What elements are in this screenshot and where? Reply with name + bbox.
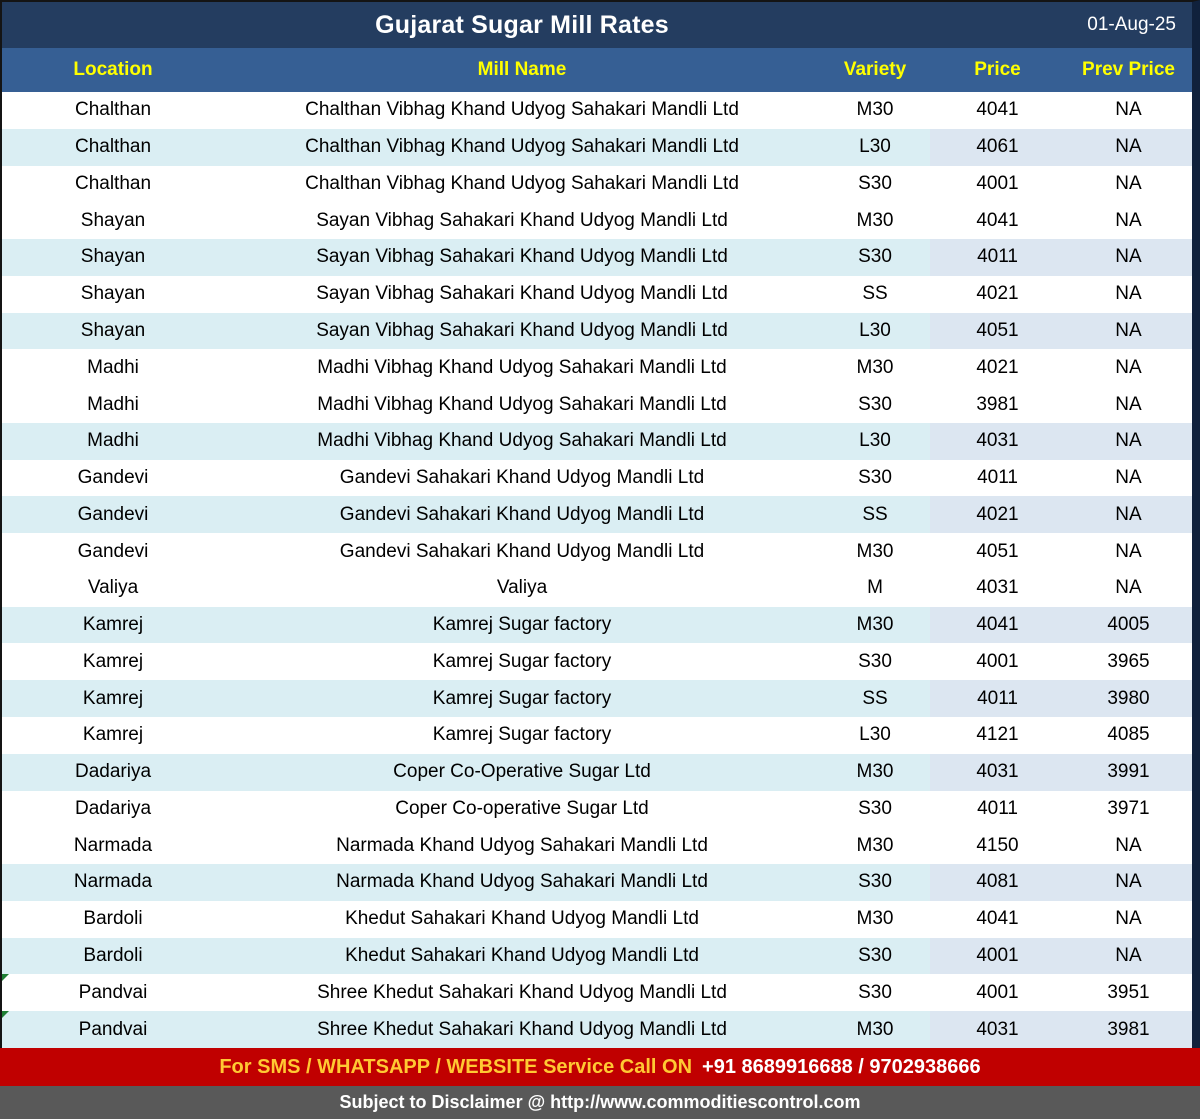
- cell-prev-price: 3971: [1107, 797, 1150, 819]
- table-row: [2, 202, 1192, 239]
- cell-variety: S30: [858, 797, 892, 819]
- table-row: [2, 276, 1192, 313]
- table-row: [2, 827, 1192, 864]
- table-row: [2, 717, 1192, 754]
- cell-mill-name: Madhi Vibhag Khand Udyog Sahakari Mandli Ltd: [317, 356, 727, 378]
- table-row: [2, 496, 1192, 533]
- cell-prev-price: 4085: [1107, 724, 1150, 746]
- cell-mill-name: Sayan Vibhag Sahakari Khand Udyog Mandli Ltd: [316, 209, 728, 231]
- cell-location: Shayan: [80, 209, 146, 231]
- cell-prev-price: NA: [1065, 938, 1192, 975]
- cell-mill-name: Chalthan Vibhag Khand Udyog Sahakari Mandli Ltd: [305, 172, 739, 194]
- cell-price: 4001: [976, 172, 1019, 194]
- cell-location: Shayan: [2, 313, 224, 350]
- cell-variety: M: [867, 577, 883, 599]
- cell-mill-name: Sayan Vibhag Sahakari Khand Udyog Mandli Ltd: [224, 239, 820, 276]
- cell-location: Dadariya: [2, 754, 224, 791]
- cell-location: Kamrej: [2, 607, 224, 644]
- table-row: [2, 864, 1192, 901]
- cell-location: Narmada: [2, 864, 224, 901]
- cell-price: 4031: [930, 1011, 1065, 1048]
- cell-price: 3981: [976, 393, 1019, 415]
- cell-variety: SS: [820, 680, 930, 717]
- cell-price: 4011: [930, 239, 1065, 276]
- cell-mill-name: Shree Khedut Sahakari Khand Udyog Mandli Ltd: [224, 1011, 820, 1048]
- cell-location: Chalthan: [74, 99, 152, 121]
- cell-price: 4011: [977, 797, 1018, 819]
- cell-prev-price: NA: [1065, 496, 1192, 533]
- cell-price: 4031: [930, 754, 1065, 791]
- cell-mill-name: Sayan Vibhag Sahakari Khand Udyog Mandli Ltd: [224, 313, 820, 350]
- cell-variety: S30: [858, 981, 892, 1003]
- cell-price: 4001: [976, 981, 1019, 1003]
- cell-prev-price: NA: [1115, 209, 1142, 231]
- sms-service-bar: [0, 1048, 1200, 1086]
- cell-price: 4001: [930, 938, 1065, 975]
- cell-location: Narmada: [73, 834, 153, 856]
- cell-mill-name: Sayan Vibhag Sahakari Khand Udyog Mandli Ltd: [316, 283, 728, 305]
- cell-location: Madhi: [2, 423, 224, 460]
- cell-variety: SS: [862, 283, 888, 305]
- sms-service-numbers: +91 8689916688 / 9702938666: [702, 1055, 981, 1078]
- cell-variety: M30: [856, 356, 894, 378]
- cell-variety: M30: [856, 834, 894, 856]
- cell-location: Kamrej: [2, 680, 224, 717]
- cell-location: Gandevi: [77, 540, 149, 562]
- cell-variety: S30: [820, 864, 930, 901]
- cell-location: Bardoli: [83, 908, 143, 930]
- table-row: [2, 754, 1192, 791]
- cell-mill-name: Kamrej Sugar factory: [224, 680, 820, 717]
- cell-mill-name: Kamrej Sugar factory: [432, 650, 612, 672]
- cell-mill-name: Chalthan Vibhag Khand Udyog Sahakari Mandli Ltd: [305, 99, 739, 121]
- cell-price: 4041: [930, 607, 1065, 644]
- cell-variety: L30: [820, 423, 930, 460]
- table-row: [2, 974, 1192, 1011]
- cell-prev-price: NA: [1115, 467, 1142, 489]
- table-row: [2, 938, 1192, 975]
- cell-location: Chalthan: [74, 172, 152, 194]
- cell-variety: L30: [859, 724, 891, 746]
- title-bar: [2, 2, 1192, 48]
- cell-variety: M30: [856, 209, 894, 231]
- cell-prev-price: 3991: [1065, 754, 1192, 791]
- cell-prev-price: NA: [1065, 129, 1192, 166]
- cell-prev-price: 3965: [1107, 650, 1150, 672]
- cell-price: 4021: [976, 356, 1019, 378]
- cell-variety: S30: [858, 393, 892, 415]
- cell-location: Gandevi: [77, 467, 149, 489]
- cell-location: Valiya: [87, 577, 139, 599]
- cell-prev-price: NA: [1115, 393, 1142, 415]
- table-row: [2, 680, 1192, 717]
- cell-mill-name: Madhi Vibhag Khand Udyog Sahakari Mandli Ltd: [224, 423, 820, 460]
- column-header-variety: Variety: [843, 59, 907, 80]
- table-row: [2, 460, 1192, 497]
- cell-location: Madhi: [87, 393, 139, 415]
- cell-price: 4031: [930, 423, 1065, 460]
- cell-mill-name: Narmada Khand Udyog Sahakari Mandli Ltd: [336, 834, 708, 856]
- cell-mill-name: Khedut Sahakari Khand Udyog Mandli Ltd: [224, 938, 820, 975]
- cell-mill-name: Chalthan Vibhag Khand Udyog Sahakari Mandli Ltd: [224, 129, 820, 166]
- cell-location: Shayan: [2, 239, 224, 276]
- cell-variety: S30: [820, 938, 930, 975]
- cell-prev-price: NA: [1065, 864, 1192, 901]
- cell-price: 4041: [976, 908, 1019, 930]
- disclaimer-bar: [0, 1086, 1200, 1119]
- cell-price: 4041: [976, 209, 1019, 231]
- cell-prev-price: 3981: [1065, 1011, 1192, 1048]
- cell-mill-name: Coper Co-Operative Sugar Ltd: [224, 754, 820, 791]
- column-header-location: Location: [73, 59, 153, 80]
- cell-location: Pandvai: [2, 1011, 224, 1048]
- column-header-price: Price: [974, 59, 1021, 80]
- cell-location: Dadariya: [74, 797, 152, 819]
- cell-mill-name: Madhi Vibhag Khand Udyog Sahakari Mandli Ltd: [317, 393, 727, 415]
- cell-location: Bardoli: [2, 938, 224, 975]
- cell-prev-price: NA: [1115, 172, 1142, 194]
- cell-location: Gandevi: [2, 496, 224, 533]
- cell-prev-price: 4005: [1065, 607, 1192, 644]
- cell-location: Pandvai: [2, 974, 224, 1011]
- cell-variety: L30: [820, 129, 930, 166]
- cell-price: 4021: [976, 283, 1019, 305]
- cell-mill-name: Gandevi Sahakari Khand Udyog Mandli Ltd: [339, 540, 705, 562]
- table-row: [2, 386, 1192, 423]
- table-row: [2, 1011, 1192, 1048]
- table-row: [2, 607, 1192, 644]
- cell-price: 4011: [977, 467, 1018, 489]
- table-row: [2, 570, 1192, 607]
- cell-prev-price: NA: [1115, 908, 1142, 930]
- cell-variety: S30: [858, 467, 892, 489]
- cell-variety: M30: [820, 754, 930, 791]
- cell-prev-price: NA: [1115, 99, 1142, 121]
- cell-variety: SS: [820, 496, 930, 533]
- cell-prev-price: 3980: [1065, 680, 1192, 717]
- cell-prev-price: NA: [1115, 356, 1142, 378]
- cell-prev-price: 3951: [1107, 981, 1150, 1003]
- cell-prev-price: NA: [1115, 283, 1142, 305]
- cell-mill-name: Khedut Sahakari Khand Udyog Mandli Ltd: [345, 908, 699, 930]
- cell-price: 4061: [930, 129, 1065, 166]
- table-row: [2, 423, 1192, 460]
- table-row: [2, 129, 1192, 166]
- cell-location: Kamrej: [82, 724, 144, 746]
- cell-location: Madhi: [87, 356, 139, 378]
- table-row: [2, 166, 1192, 203]
- cell-variety: M30: [856, 99, 894, 121]
- table-row: [2, 643, 1192, 680]
- cell-mill-name: Narmada Khand Udyog Sahakari Mandli Ltd: [224, 864, 820, 901]
- cell-variety: M30: [820, 1011, 930, 1048]
- cell-mill-name: Valiya: [496, 577, 548, 599]
- table-body: [2, 92, 1192, 1048]
- report-date: 01-Aug-25: [1087, 14, 1176, 35]
- page-title: Gujarat Sugar Mill Rates: [375, 10, 669, 39]
- cell-mill-name: Gandevi Sahakari Khand Udyog Mandli Ltd: [224, 496, 820, 533]
- column-header-mill-name: Mill Name: [477, 59, 567, 80]
- cell-variety: M30: [820, 607, 930, 644]
- column-header-row: [2, 48, 1192, 92]
- cell-variety: S30: [858, 650, 892, 672]
- cell-price: 4021: [930, 496, 1065, 533]
- cell-price: 4031: [976, 577, 1019, 599]
- cell-prev-price: NA: [1115, 834, 1142, 856]
- sms-service-label: For SMS / WHATSAPP / WEBSITE Service Call ON: [219, 1055, 693, 1078]
- disclaimer-text: Subject to Disclaimer @ http://www.commoditiescontrol.com: [339, 1092, 861, 1112]
- cell-variety: S30: [820, 239, 930, 276]
- cell-price: 4001: [976, 650, 1019, 672]
- table-row: [2, 92, 1192, 129]
- cell-mill-name: Kamrej Sugar factory: [432, 724, 612, 746]
- cell-prev-price: NA: [1065, 423, 1192, 460]
- table-row: [2, 239, 1192, 276]
- cell-mill-name: Kamrej Sugar factory: [224, 607, 820, 644]
- cell-prev-price: NA: [1065, 313, 1192, 350]
- cell-variety: S30: [858, 172, 892, 194]
- table-row: [2, 313, 1192, 350]
- cell-location: Shayan: [80, 283, 146, 305]
- cell-price: 4011: [930, 680, 1065, 717]
- cell-price: 4121: [976, 724, 1019, 746]
- cell-price: 4081: [930, 864, 1065, 901]
- cell-price: 4051: [976, 540, 1019, 562]
- cell-price: 4150: [976, 834, 1019, 856]
- cell-location: Chalthan: [2, 129, 224, 166]
- cell-mill-name: Coper Co-operative Sugar Ltd: [395, 797, 649, 819]
- cell-prev-price: NA: [1065, 239, 1192, 276]
- cell-prev-price: NA: [1115, 577, 1142, 599]
- table-row: [2, 901, 1192, 938]
- table-row: [2, 791, 1192, 828]
- table-row: [2, 533, 1192, 570]
- table-row: [2, 349, 1192, 386]
- cell-variety: L30: [820, 313, 930, 350]
- cell-mill-name: Gandevi Sahakari Khand Udyog Mandli Ltd: [339, 467, 705, 489]
- cell-price: 4051: [930, 313, 1065, 350]
- cell-variety: M30: [856, 540, 894, 562]
- cell-price: 4041: [976, 99, 1019, 121]
- cell-mill-name: Shree Khedut Sahakari Khand Udyog Mandli Ltd: [317, 981, 727, 1003]
- cell-prev-price: NA: [1115, 540, 1142, 562]
- column-header-prev-price: Prev Price: [1082, 59, 1175, 80]
- cell-location: Kamrej: [82, 650, 144, 672]
- cell-variety: M30: [856, 908, 894, 930]
